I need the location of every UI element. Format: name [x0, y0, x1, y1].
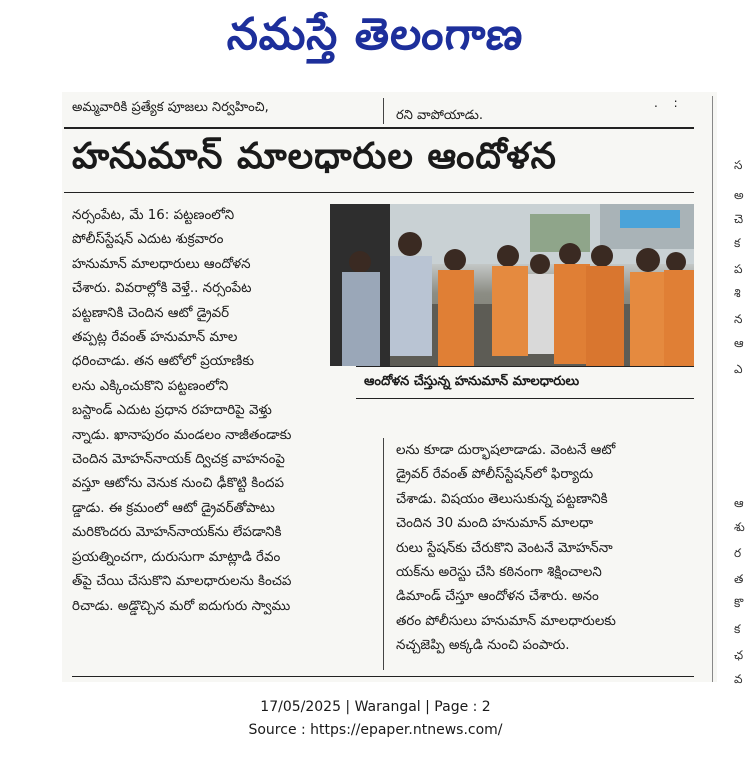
caption-top-rule: [356, 366, 694, 367]
adjacent-column-glyph: ఛ: [734, 648, 744, 662]
article-text-line: చేశాడు. విషయం తెలుసుకున్న పట్టణానికి: [396, 491, 608, 507]
adjacent-column-glyph: అ: [734, 188, 744, 202]
article-text-line: డ్రైవర్ రేవంత్ పోలీస్‌స్టేషన్‌లో ఫిర్యాదు: [396, 467, 594, 483]
headline-top-rule: [64, 127, 694, 129]
article-text-line: నర్సంపేట, మే 16: పట్టణంలోని: [72, 208, 235, 223]
adjacent-column-glyph: న: [734, 312, 743, 326]
article-text-line: ప్రయత్నించగా, దురుసుగా మాట్లాడి రేవం: [72, 549, 281, 565]
adjacent-column-glyph: క: [734, 236, 741, 250]
footer-source: Source : https://epaper.ntnews.com/: [248, 722, 503, 738]
page-edge-divider: [712, 96, 713, 682]
article-text-line: చేశారు. వివరాల్లోకి వెళ్తే.. నర్సంపేట: [72, 281, 252, 297]
article-text-line: డ్డాడు. ఈ క్రమంలో ఆటో డ్రైవర్‌తోపాటు: [72, 500, 275, 516]
article-text-line: యక్‌ను అరెస్టు చేసి కఠినంగా శిక్షించాలని: [396, 565, 602, 581]
caption-bottom-rule: [356, 398, 694, 399]
previous-article-line-left: అమ్మవారికి ప్రత్యేక పూజలు నిర్వహించి,: [72, 100, 269, 115]
adjacent-column-glyph: స: [734, 158, 743, 172]
article-text-line: రిచాడు. అడ్డొచ్చిన మరో ఐదుగురు స్వాము: [72, 598, 291, 614]
article-text-line: పోలీస్‌స్టేషన్ ఎదుట శుక్రవారం: [72, 232, 224, 248]
photo-caption: ఆందోళన చేస్తున్న హనుమాన్ మాలధారులు: [364, 374, 580, 389]
article-text-line: లను కూడా దుర్భాషలాడాడు. వెంటనే ఆటో: [396, 443, 616, 458]
column-divider-top: [383, 98, 384, 124]
article-text-line: నచ్చజెప్పి అక్కడి నుంచి పంపారు.: [396, 638, 570, 654]
adjacent-column-glyph: శి: [734, 286, 741, 300]
article-text-line: తప్పట్ల రేవంత్ హనుమాన్ మాల: [72, 330, 238, 346]
article-text-line: త్‌పై చేయి చేసుకొని మాలధారులను కించప: [72, 574, 292, 590]
adjacent-column-glyph: క: [734, 622, 741, 636]
column-divider: [383, 438, 384, 670]
adjacent-column-glyph: చె: [734, 212, 744, 226]
adjacent-column-glyph: ఆ: [734, 496, 744, 510]
protest-photo-illustration: [330, 204, 694, 366]
article-text-line: రులు స్టేషన్‌కు చేరుకొని వెంటనే మోహన్‌నా: [396, 540, 613, 556]
article-column-1: [72, 204, 370, 619]
article-photo: [330, 204, 694, 366]
adjacent-column-glyph: ఆ: [734, 336, 744, 350]
article-text-line: హనుమాన్ మాలధారులు ఆందోళన: [72, 256, 251, 272]
article-headline: హనుమాన్ మాలధారుల ఆందోళన: [72, 136, 557, 177]
article-text-line: లను ఎక్కించుకొని పట్టణంలోని: [72, 378, 229, 394]
footer-date-edition: 17/05/2025 | Warangal | Page : 2: [260, 699, 491, 715]
article-text-line: బస్టాండ్ ఎదుట ప్రధాన రహదారిపై వెళ్తు: [72, 403, 272, 419]
article-bottom-rule: [72, 676, 694, 677]
adjacent-column-glyph: వ: [734, 672, 743, 686]
article-text-line: తరం పోలీసులు హనుమాన్ మాలధారులకు: [396, 613, 616, 629]
article-text-line: డిమాండ్ చేస్తూ ఆందోళన చేశారు. అనం: [396, 589, 599, 605]
masthead: [0, 0, 751, 80]
adjacent-column-glyph: ప: [734, 262, 743, 276]
headline-bottom-rule: [64, 192, 694, 193]
previous-article-line-right: రని వాపోయాడు.: [396, 108, 483, 123]
article-text-line: మరికొందరు మోహన్‌నాయక్‌ను లేపడానికి: [72, 525, 282, 541]
adjacent-column-glyph: ర: [734, 546, 742, 560]
article-text-line: ధరించాడు. తన ఆటోలో ప్రయాణికు: [72, 354, 254, 370]
adjacent-column-glyph: శు: [734, 520, 745, 534]
article-text-line: చెందిన 30 మంది హనుమాన్ మాలధా: [396, 516, 594, 532]
adjacent-column-glyph: కొ: [734, 596, 744, 610]
article-text-line: వస్తూ ఆటోను వెనుక నుంచి ఢీకొట్టి కిందప: [72, 476, 284, 492]
masthead-logo: నమస్తే తెలంగాణ: [225, 9, 526, 60]
article-text-line: పట్టణానికి చెందిన ఆటో డ్రైవర్: [72, 305, 230, 321]
article-text-line: న్నాడు. ఖానాపురం మండలం నాజీతండాకు: [72, 427, 292, 443]
article-text-line: చెందిన మోహన్‌నాయక్ ద్విచక్ర వాహనంపై: [72, 452, 285, 468]
article-column-2: [396, 439, 692, 659]
adjacent-column-glyph: ఎ: [734, 362, 743, 376]
adjacent-column-fragment: [722, 96, 751, 686]
adjacent-column-glyph: త: [734, 572, 744, 586]
previous-article-fragment: . :: [654, 96, 684, 110]
